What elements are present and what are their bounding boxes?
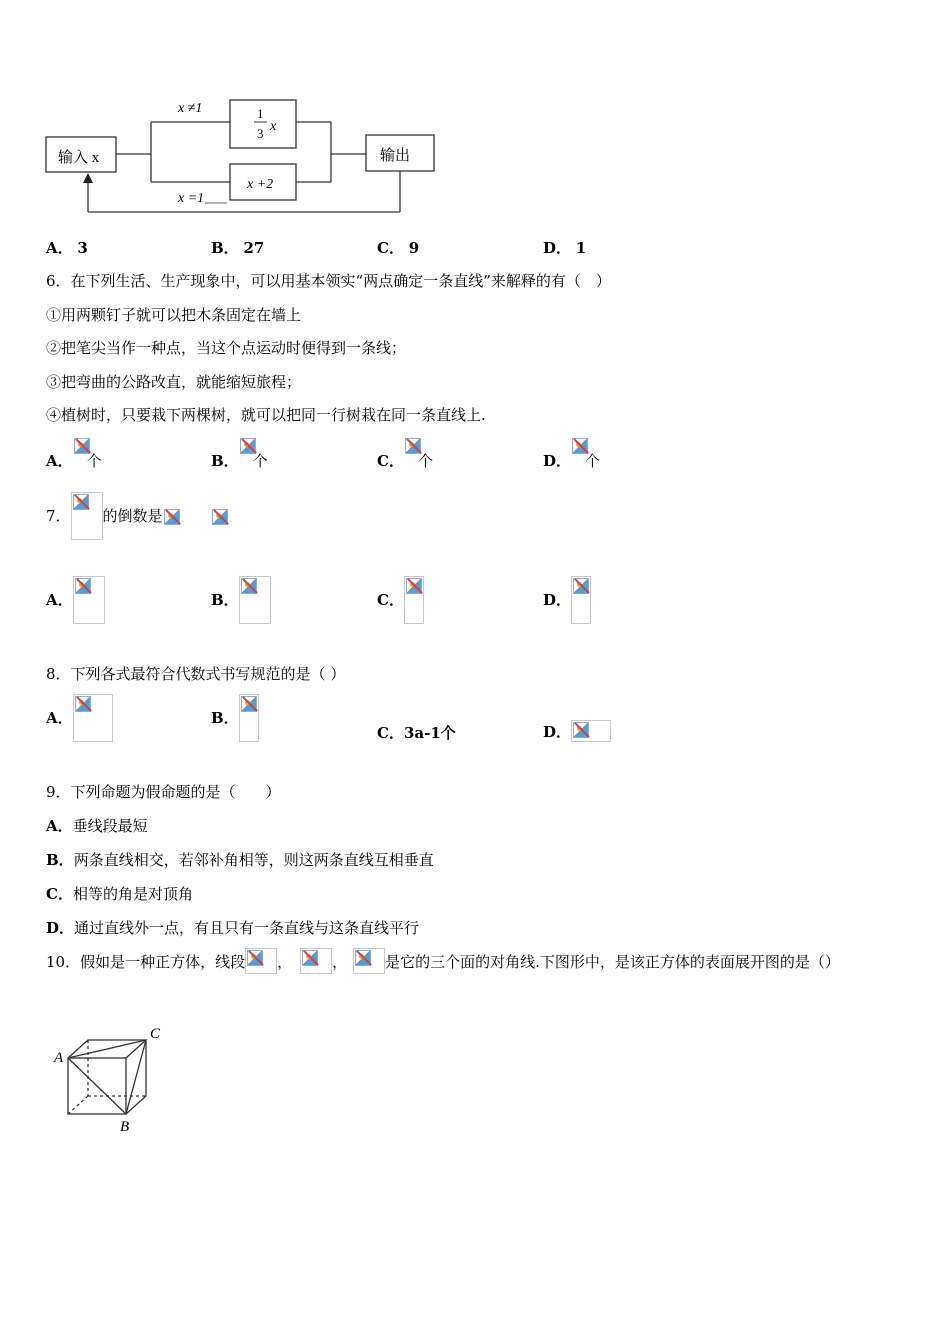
missing-image-icon <box>353 948 385 974</box>
q6-item-1: ①用两颗钉子就可以把木条固定在墙上 <box>46 306 302 324</box>
q6-option-a: A． 个 <box>46 434 102 455</box>
q6-option-b: B． 个 <box>211 434 268 455</box>
missing-image-icon <box>73 437 87 455</box>
q5-option-a: A． 3 <box>46 239 88 257</box>
missing-image-icon <box>211 508 225 526</box>
missing-image-icon <box>404 576 424 624</box>
q5-option-c: C． 9 <box>377 239 420 257</box>
q6-stem: 6．在下列生活、生产现象中，可以用基本领实“两点确定一条直线”来解释的有（ ） <box>46 272 611 290</box>
q6-option-d: D． 个 <box>543 434 600 455</box>
q7-option-d: D． <box>543 576 591 624</box>
q8-stem: 8．下列各式最符合代数式书写规范的是（ ） <box>46 665 346 683</box>
flow-fraction-denominator: 3 <box>257 126 264 141</box>
missing-image-icon <box>73 576 105 624</box>
missing-image-icon <box>571 576 591 624</box>
missing-image-icon <box>71 492 103 540</box>
missing-image-icon <box>73 694 113 742</box>
missing-image-icon <box>239 694 259 742</box>
flow-fraction-numerator: 1 <box>257 106 264 121</box>
cube-label-c: C <box>150 1026 161 1042</box>
q9-option-c: C．相等的角是对顶角 <box>46 885 193 903</box>
q7-option-b: B． <box>211 576 271 624</box>
q8-option-d: D． <box>543 720 611 742</box>
q5-option-d: D． 1 <box>543 239 587 257</box>
q8-option-c: C．3a-1个 <box>377 724 456 742</box>
q10-stem: 10．假如是一种正方体，线段 ， ， 是它的三个面的对角线.下图形中，是该正方体的表面展开图的是（） <box>46 948 840 974</box>
q6-item-4: ④植树时，只要栽下两棵树，就可以把同一行树栽在同一条直线上. <box>46 406 486 424</box>
missing-image-icon <box>300 948 332 974</box>
missing-image-icon <box>571 720 611 742</box>
q9-option-a: A．垂线段最短 <box>46 817 148 835</box>
flow-condition-bottom: x =1 <box>178 191 205 206</box>
flow-condition-top: x ≠1 <box>178 101 203 116</box>
q5-option-b: B． 27 <box>211 239 265 257</box>
q7-stem: 7． 的倒数是 <box>46 492 225 540</box>
cube-label-b: B <box>120 1119 130 1135</box>
missing-image-icon <box>245 948 277 974</box>
q6-item-2: ②把笔尖当作一种点，当这个点运动时便得到一条线； <box>46 339 407 357</box>
q9-option-b: B．两条直线相交，若邻补角相等，则这两条直线互相垂直 <box>46 851 434 869</box>
q6-item-3: ③把弯曲的公路改直，就能缩短旅程； <box>46 373 302 391</box>
q9-stem: 9．下列命题为假命题的是（ ） <box>46 783 281 801</box>
cube-figure <box>48 1018 178 1143</box>
flow-output-label: 输出 <box>380 148 411 164</box>
q8-option-b: B． <box>211 694 259 742</box>
q8-option-a: A． <box>46 694 113 742</box>
flow-box-bottom: x +2 <box>247 177 274 192</box>
cube-label-a: A <box>54 1050 64 1066</box>
missing-image-icon <box>163 508 177 526</box>
missing-image-icon <box>571 437 585 455</box>
missing-image-icon <box>404 437 418 455</box>
missing-image-icon <box>239 576 271 624</box>
q7-option-c: C． <box>377 576 424 624</box>
flowchart-figure <box>40 92 440 222</box>
flow-input-label: 输入 x <box>58 150 100 166</box>
missing-image-icon <box>239 437 253 455</box>
q6-option-c: C． 个 <box>377 434 433 455</box>
flow-fraction-variable: x <box>270 119 277 134</box>
q7-option-a: A． <box>46 576 105 624</box>
q9-option-d: D．通过直线外一点，有且只有一条直线与这条直线平行 <box>46 919 420 937</box>
